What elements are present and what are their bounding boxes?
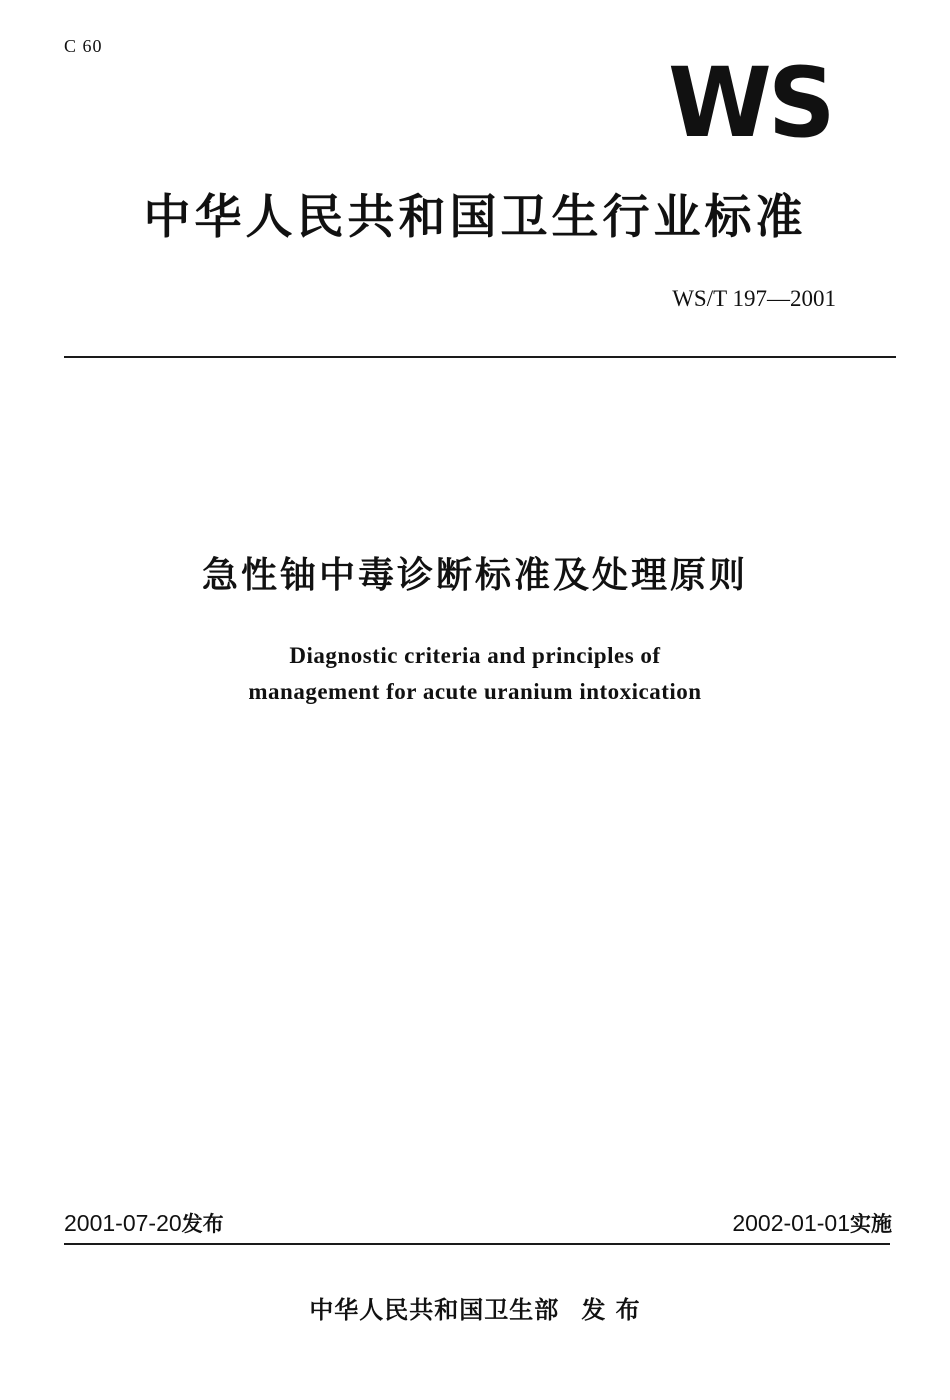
effective-date: 2002-01-01 (732, 1210, 850, 1236)
issue-date: 2001-07-20 (64, 1210, 182, 1236)
ws-logo: WS (668, 47, 832, 159)
standard-series-title: 中华人民共和国卫生行业标准 (143, 190, 807, 245)
effective-label: 实施 (850, 1212, 892, 1236)
document-title-english (0, 638, 950, 710)
effective-date-block (732, 1208, 892, 1238)
publisher-line (0, 1290, 950, 1325)
publisher-name: 中华人民共和国卫生部 (309, 1296, 560, 1324)
publisher-action: 发 布 (581, 1296, 641, 1324)
top-divider (64, 356, 896, 358)
document-title-chinese: 急性铀中毒诊断标准及处理原则 (201, 555, 748, 596)
title-en-line-1: Diagnostic criteria and principles of (289, 643, 661, 668)
issue-date-block (64, 1208, 224, 1238)
title-en-line-2: management for acute uranium intoxication (248, 679, 702, 704)
classification-code: C 60 (64, 36, 103, 56)
issue-label: 发布 (181, 1212, 224, 1236)
bottom-divider (64, 1243, 890, 1245)
standard-number: WS/T 197—2001 (672, 286, 836, 311)
